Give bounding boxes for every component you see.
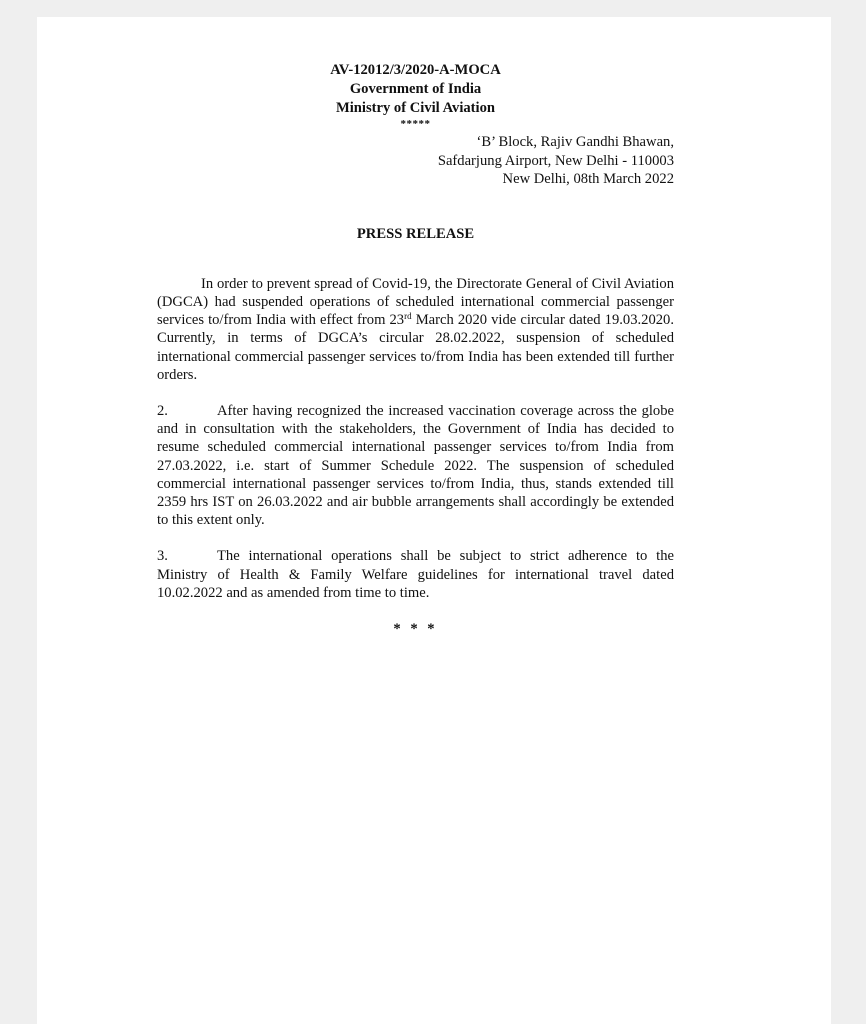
reference-number: AV-12012/3/2020-A-MOCA	[330, 62, 501, 78]
address-line-1: ‘B’ Block, Rajiv Gandhi Bhawan,	[476, 134, 674, 150]
address-date: New Delhi, 08th March 2022	[502, 171, 674, 187]
address-block	[157, 133, 674, 189]
ministry-name: Ministry of Civil Aviation	[335, 100, 496, 116]
paragraph-2-number: 2.	[157, 402, 168, 419]
paragraph-1-text-a: In order to prevent spread of Covid-19, the Directorate General of Civil Aviation (DGCA) had suspended operations of scheduled international commercial passenger services to/from India with effect from 23	[157, 275, 674, 329]
paragraph-1-superscript: rd	[404, 311, 412, 322]
address-line-2: Safdarjung Airport, New Delhi - 110003	[437, 152, 674, 169]
document-title: PRESS RELEASE	[356, 225, 475, 242]
press-release-body	[157, 61, 674, 638]
paragraph-3-number: 3.	[157, 548, 168, 565]
paragraph-1	[157, 275, 674, 384]
government-name: Government of India	[349, 81, 482, 97]
paragraph-2	[157, 402, 674, 529]
paragraph-2-text: After having recognized the increased vaccination coverage across the globe and in consultation with the stakeholders, the Government of India has decided to resume scheduled commercial international passenger services to/from India from 27.03.2022, i.e. start of Summer Schedule 2022. The suspension of scheduled commercial international passenger services to/from India, thus, stands extended till 2359 hrs IST on 26.03.2022 and air bubble arrangements shall accordingly be extended to this extent only.	[157, 402, 674, 529]
paragraph-3-text: The international operations shall be subject to strict adherence to the Ministry of Health & Family Welfare guidelines for international travel dated 10.02.2022 and as amended from time to time.	[157, 548, 674, 601]
letterhead	[157, 61, 674, 118]
document-page	[37, 17, 831, 1024]
header-separator: *****	[400, 118, 431, 130]
paragraph-1-text-b: March 2020 vide circular dated 19.03.2020. Currently, in terms of DGCA’s circular 28.02.2022, suspension of scheduled international commercial passenger services to/from India has been extended till further orders.	[157, 312, 674, 383]
paragraph-3	[157, 547, 674, 602]
end-marker: * * *	[393, 620, 438, 637]
